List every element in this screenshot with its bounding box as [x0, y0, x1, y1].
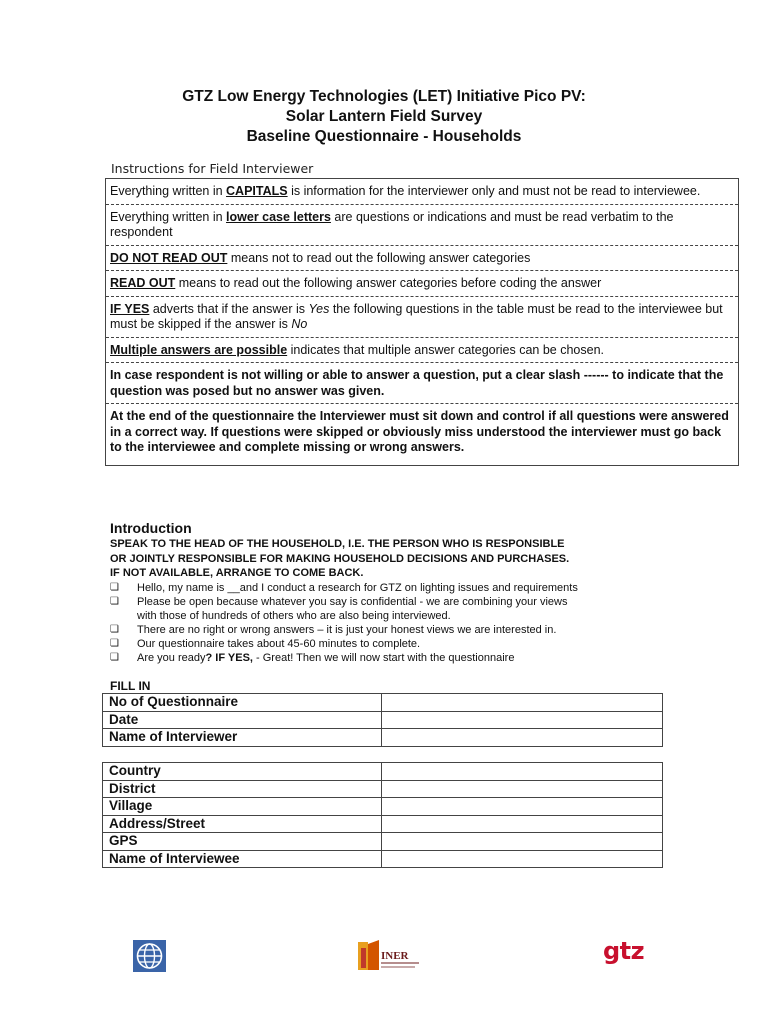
field-value-cell[interactable]: [382, 763, 663, 781]
instruction-do-not-read-out: [106, 246, 738, 272]
checkbox-bullet-icon: ❏: [110, 637, 119, 649]
field-label: GPS: [103, 833, 382, 851]
instruction-keyword: DO NOT READ OUT: [110, 250, 228, 265]
field-value-cell[interactable]: [382, 850, 663, 868]
instruction-text: means not to read out the following answer categories: [227, 250, 531, 265]
checkbox-bullet-icon: ❏: [110, 581, 119, 593]
title-line-2: Solar Lantern Field Survey: [285, 108, 483, 125]
title-line-3: Baseline Questionnaire - Households: [246, 128, 522, 145]
instruction-text: Everything written in: [110, 209, 227, 224]
fill-in-table-interview: [102, 693, 663, 747]
field-value-cell[interactable]: [382, 798, 663, 816]
instruction-slash: In case respondent is not willing or able to answer a question, put a clear slash ------ to indicate that the question was posed but no answer was given.: [106, 363, 738, 404]
field-value-cell[interactable]: [382, 780, 663, 798]
table-row: [103, 711, 663, 729]
instruction-yes: Yes: [308, 301, 330, 316]
checkbox-bullet-icon: ❏: [110, 595, 119, 607]
fill-in-table-location: [102, 762, 663, 868]
instructions-heading: Instructions for Field Interviewer: [111, 161, 314, 176]
instruction-read-out: [106, 271, 738, 297]
field-label: District: [103, 780, 382, 798]
field-value-cell[interactable]: [382, 815, 663, 833]
instruction-text: indicates that multiple answer categories can be chosen.: [287, 342, 605, 357]
instruction-text: Everything written in: [110, 184, 227, 198]
instruction-keyword: READ OUT: [110, 276, 176, 290]
table-row: [103, 780, 663, 798]
world-bank-logo-icon: [133, 940, 166, 972]
list-item: [110, 581, 730, 595]
table-row: [103, 815, 663, 833]
instruction-capitals: [106, 179, 738, 205]
field-value-cell[interactable]: [382, 694, 663, 712]
field-label: Country: [103, 763, 382, 781]
table-row: [103, 694, 663, 712]
introduction-caps-3: IF NOT AVAILABLE, ARRANGE TO COME BACK.: [110, 567, 364, 579]
field-label: Name of Interviewee: [103, 850, 382, 868]
table-row: [103, 850, 663, 868]
instruction-end-control: At the end of the questionnaire the Interviewer must sit down and control if all questions were answered in a correct way. If questions were skipped or obviously miss understood the interviewer must go back to the interviewee and complete missing or wrong answers.: [110, 409, 729, 454]
instruction-text: means to read out the following answer categories before coding the answer: [175, 276, 602, 290]
bullet-text-bold: ? IF YES,: [205, 651, 253, 664]
field-label: Address/Street: [103, 815, 382, 833]
field-label: No of Questionnaire: [103, 694, 382, 712]
list-item: [110, 623, 730, 637]
iner-logo-text: INER: [381, 950, 409, 962]
instruction-keyword: CAPITALS: [226, 184, 288, 198]
document-title: [0, 87, 770, 147]
field-value-cell[interactable]: [382, 729, 663, 747]
instruction-text: is information for the interviewer only and must not be read to interviewee.: [287, 184, 701, 198]
instruction-text: are questions or indications and must be read verbatim to the respondent: [110, 209, 674, 239]
bullet-text: There are no right or wrong answers – it is just your honest views we are interested in.: [137, 623, 557, 636]
table-row: [103, 763, 663, 781]
field-label: Name of Interviewer: [103, 729, 382, 747]
instruction-text: adverts that if the answer is: [149, 301, 309, 316]
instructions-box: [105, 178, 739, 466]
list-item: [110, 651, 730, 665]
bullet-text: Please be open because whatever you say is confidential - we are combining your views: [137, 595, 568, 608]
introduction-heading: Introduction: [110, 520, 192, 536]
introduction-bullets: [110, 581, 730, 665]
table-row: [103, 729, 663, 747]
gtz-logo-icon: gtz: [603, 937, 645, 965]
bullet-text: Our questionnaire takes about 45-60 minutes to complete.: [137, 637, 421, 650]
field-label: Date: [103, 711, 382, 729]
bullet-text: Are you ready: [137, 651, 206, 664]
checkbox-bullet-icon: ❏: [110, 651, 119, 663]
instruction-multiple-answers: [106, 338, 738, 364]
field-value-cell[interactable]: [382, 711, 663, 729]
instruction-text: the following questions in the table must be read to the interviewee but must be skipped if the answer is: [110, 301, 723, 331]
list-item: [110, 637, 730, 651]
field-value-cell[interactable]: [382, 833, 663, 851]
field-label: Village: [103, 798, 382, 816]
bullet-text: with those of hundreds of others who are also being interviewed.: [137, 609, 451, 622]
instruction-keyword: IF YES: [110, 301, 150, 316]
instruction-if-yes: [106, 297, 738, 338]
checkbox-bullet-icon: ❏: [110, 623, 119, 635]
bullet-text: Hello, my name is __and I conduct a research for GTZ on lighting issues and requirements: [137, 581, 578, 594]
table-row: [103, 798, 663, 816]
title-line-1: GTZ Low Energy Technologies (LET) Initiative Pico PV:: [182, 88, 586, 105]
instruction-keyword: Multiple answers are possible: [110, 342, 288, 357]
instruction-lowercase: [106, 205, 738, 246]
bullet-text: - Great! Then we will now start with the questionnaire: [252, 651, 515, 664]
introduction-section: [110, 520, 730, 665]
instruction-no: No: [291, 317, 308, 331]
introduction-caps-1: SPEAK TO THE HEAD OF THE HOUSEHOLD, I.E. THE PERSON WHO IS RESPONSIBLE: [110, 538, 565, 550]
table-row: [103, 833, 663, 851]
iner-logo-icon: [357, 940, 423, 972]
list-item: [110, 595, 730, 623]
instruction-keyword: lower case letters: [226, 209, 331, 224]
introduction-caps-2: OR JOINTLY RESPONSIBLE FOR MAKING HOUSEHOLD DECISIONS AND PURCHASES.: [110, 552, 570, 565]
fill-in-label: FILL IN: [110, 679, 151, 693]
